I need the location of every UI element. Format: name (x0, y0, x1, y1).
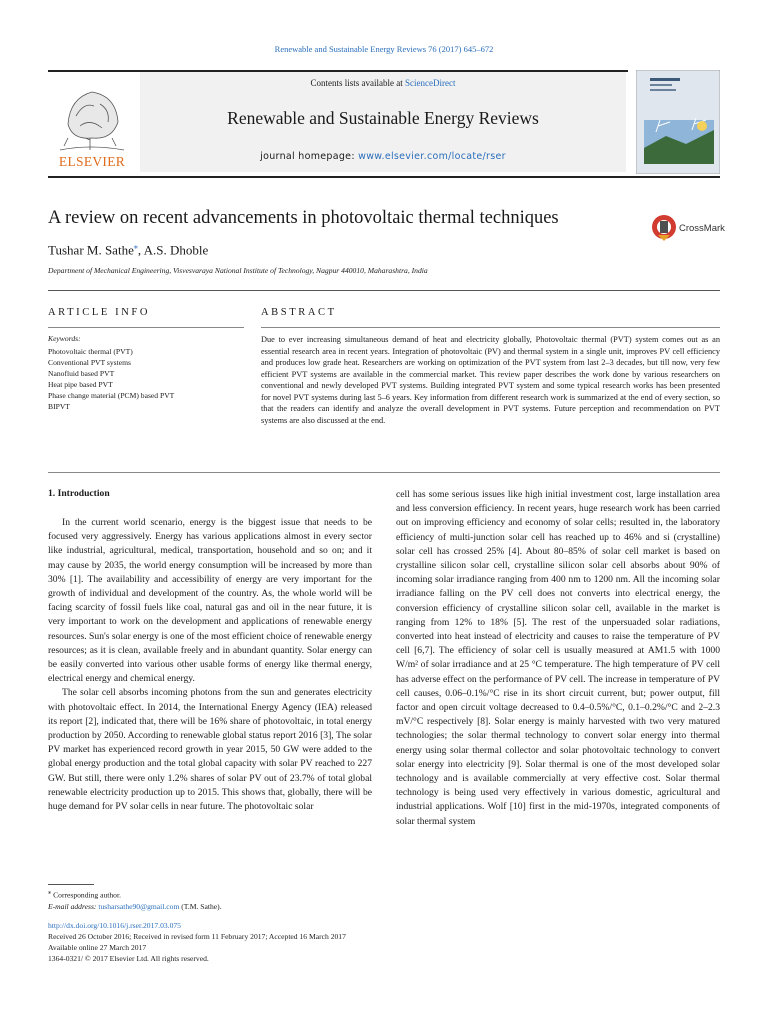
journal-title: Renewable and Sustainable Energy Reviews (227, 108, 539, 128)
email-link[interactable]: tusharsathe90@gmail.com (98, 901, 180, 911)
keyword-item: Conventional PVT systems (48, 358, 131, 367)
keyword-item: BIPVT (48, 402, 70, 411)
contents-line (140, 78, 626, 88)
sciencedirect-link[interactable]: ScienceDirect (405, 78, 456, 88)
footnote (48, 887, 222, 912)
author-sathe: Tushar M. Sathe (48, 242, 134, 258)
elsevier-logo-text: ELSEVIER (58, 154, 126, 169)
paragraph: In the current world scenario, energy is the biggest issue that needs to be focused very aggressively. Energy has various applications almost in every sector like industrial, agricultural, medical, transportation, household and so on; and it may cause by 2035, the world energy consumption will be increased by more than 30% [1]. The availability and accessibility of energy are very important for the growth of individual and development of the country. As, the whole world will be facing scarcity of fossil fuels like coal, natural gas and oil in the near future, it is very important to work on the development and applications of renewable energy resources. Sun's solar energy is one of the most efficient choice of renewable energy resources; as it is clean, available freely and in abundant quantity. Solar energy can be easily converted into various other usable forms of energy like thermal energy, electrical energy and chemical energy. (48, 517, 372, 685)
doi-link[interactable]: http://dx.doi.org/10.1016/j.rser.2017.03.075 (48, 921, 181, 930)
affiliation: Department of Mechanical Engineering, Visvesvaraya National Institute of Technology, Nagpur 440010, Maharashtra, India (48, 266, 428, 275)
title-divider (48, 290, 720, 291)
homepage-label: journal homepage: (260, 151, 359, 162)
article-info-heading: ARTICLE INFO (48, 307, 151, 318)
article-metadata (48, 920, 346, 964)
section-heading-introduction: 1. Introduction (48, 488, 110, 499)
footnote-rule (48, 884, 94, 885)
footnote-corresponding (48, 887, 222, 901)
journal-cover-thumbnail[interactable] (636, 70, 720, 174)
abstract-rule (261, 327, 720, 328)
body-column-left (48, 516, 372, 814)
keyword-item: Photovoltaic thermal (PVT) (48, 347, 133, 356)
homepage-link[interactable]: www.elsevier.com/locate/rser (358, 151, 506, 162)
paragraph: cell has some serious issues like high initial investment cost, large installation area and less conversion efficiency. In recent years, huge research work has been carried out on improving efficiency and economy of solar cells; resulted in, the laboratory efficiency of multi-junction solar cell has reached up to 46% and si (crystalline) solar cell has crossed 25% [4]. About 80–85% of solar cell market is based on crystalline silicon solar cell, crystalline silicon solar cell absorbs about 90% of incoming solar irradiance ranging from 400 nm to 1200 nm. All the incoming solar irradiance falling on the PV cell does not converts into electrical energy, the conversion efficiency of crystalline silicon solar cell, available in the market is ranging from 12% to 18% [5]. The rest of the unpersuaded solar radiations, converted into heat instead of electricity and causes to raise the temperature of PV cell [6,7]. The efficiency of solar cell is usually measured at AM1.5 with 1000 W/m² of solar irradiance and at 25 °C temperature. The high temperature of PV cell has adverse effect on the performance of PV cell. The increase in temperature of PV cell causes, 0.06–0.1%/°C rise in its short circuit current, but; power output, fill factor and open circuit voltage decreased to 0.4–0.5%/°C, 0.1–0.2%/°C and 2–2.3 mV/°C respectively [8]. Solar energy is mainly harvested with two very matured technologies; the solar thermal technology to convert solar energy into thermal energy using solar thermal collector and solar photovoltaic technology to convert solar energy into electricity [9]. Solar thermal is one of the most developed solar technology and is available commercially at very effective cost. Solar thermal technology is being used very effectively in various domestic, agricultural and industrial applications. Wolf [10] first in the mid-1970s, integrated components of solar thermal system (396, 489, 720, 827)
keyword-item: Heat pipe based PVT (48, 380, 113, 389)
crossmark-label: CrossMark (679, 223, 725, 234)
crossmark-badge[interactable] (650, 211, 730, 245)
crossmark-icon (650, 211, 730, 245)
online-date: Available online 27 March 2017 (48, 943, 147, 952)
author-separator: , (137, 242, 144, 258)
footnote-corresponding-text: Corresponding author. (53, 890, 121, 900)
author-list (48, 242, 208, 258)
copyright: 1364-0321/ © 2017 Elsevier Ltd. All rights reserved. (48, 954, 209, 963)
journal-citation[interactable]: Renewable and Sustainable Energy Reviews 76 (2017) 645–672 (274, 44, 494, 54)
email-label: E-mail address: (48, 901, 99, 911)
footnote-email (48, 901, 222, 912)
keyword-item: Nanofluid based PVT (48, 369, 115, 378)
abstract-heading: ABSTRACT (261, 307, 337, 318)
email-suffix: (T.M. Sathe). (179, 901, 222, 911)
article-title: A review on recent advancements in photovoltaic thermal techniques (48, 208, 559, 228)
contents-prefix: Contents lists available at (310, 78, 405, 88)
header-bottom-rule (48, 176, 720, 178)
footnote-mark: ⁎ (48, 889, 52, 896)
keywords-list (48, 346, 174, 412)
body-column-right (396, 488, 720, 829)
journal-homepage (140, 151, 626, 162)
received-dates: Received 26 October 2016; Received in revised form 11 February 2017; Accepted 16 March 2017 (48, 932, 346, 941)
abstract-text: Due to ever increasing simultaneous demand of heat and electricity globally, Photovoltaic thermal (PVT) system comes out as an essential research area in recent years. Integration of photovoltaic (PV) and thermal system in a single unit, improves PV cell efficiency and produces low grade heat. Researchers are working on optimization of the PVT system from last 2–3 decades, but till now, very few efficient PVT systems are available in the commercial market. This review paper describes the work done by various researchers on conventional and newly developed PVT systems. Building integrated PVT system and some typical research works has been presented for novel PVT systems during last 5–6 years. Key information from different research work is summarized at the end of every section, so that the readers can identify and analyze the overall development in PVT systems. Future perception and recommendation on PVT systems are also discussed at the end. (261, 335, 720, 425)
corresponding-author-mark[interactable]: ⁎ (133, 242, 138, 251)
elsevier-tree-logo (50, 80, 134, 170)
paragraph: The solar cell absorbs incoming photons from the sun and generates electricity with photovoltaic effect. In 2014, the International Energy Agency (IEA) released its report [2], indicated that, there will be 16% share of photovoltaic, in total energy production by 2050. According to renewable global status report 2016 [3], The solar PV market has experienced record growth in year 2015, 50 GW were added to the global energy production and the total global capacity with solar PV reached to 227 GW. But still, there were only 1.2% shares of solar PV out of 23.7% of total global renewable electricity production up to 2015. This shows that, globally, there will be huge demand for PV solar cells in near future. The photovoltaic solar (48, 687, 372, 813)
keyword-item: Phase change material (PCM) based PVT (48, 391, 175, 400)
author-dhoble: A.S. Dhoble (143, 242, 209, 258)
keywords-label: Keywords: (48, 334, 81, 343)
abstract-bottom-rule (48, 472, 720, 473)
article-info-rule (48, 327, 244, 328)
